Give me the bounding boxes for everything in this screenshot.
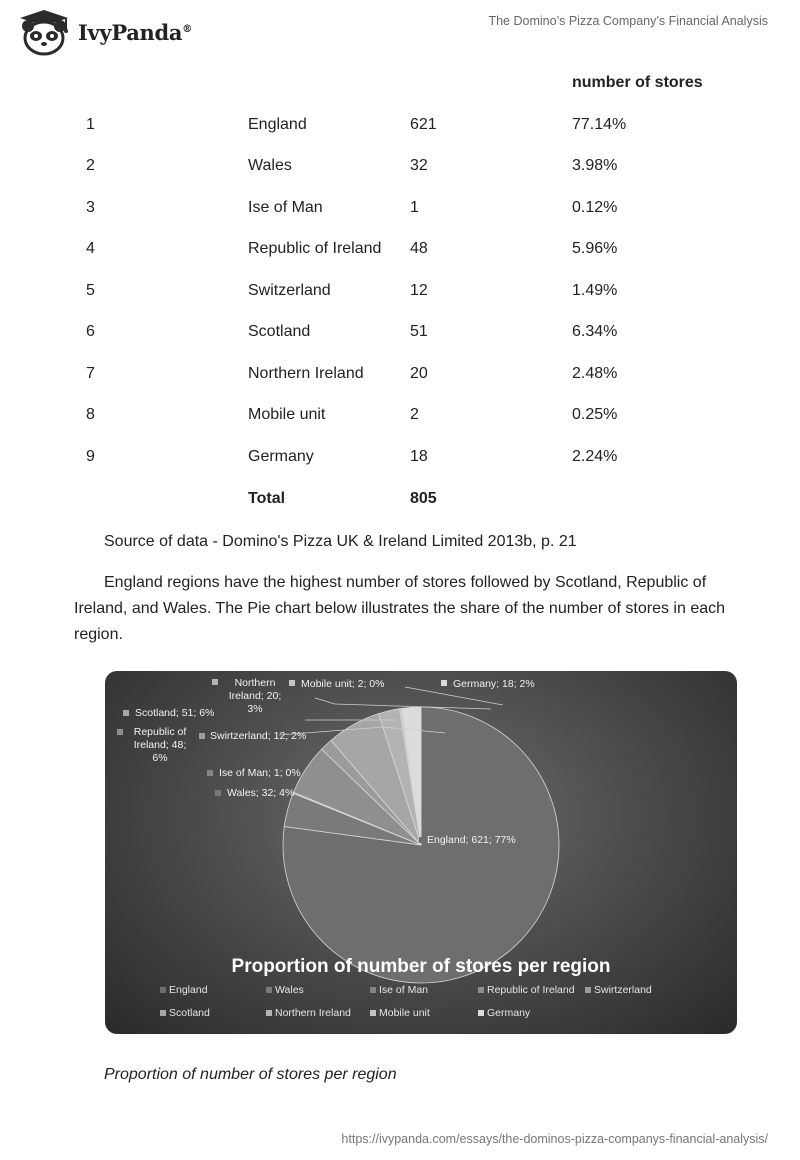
legend-item-england	[160, 984, 208, 996]
pie-data-label-ise-of-man	[207, 767, 301, 779]
row-region: Mobile unit	[248, 406, 326, 423]
table-row	[0, 406, 800, 430]
footer-url[interactable]: https://ivypanda.com/essays/the-dominos-pizza-companys-financial-analysis/	[341, 1132, 768, 1146]
svg-text:Germany: Germany	[487, 1007, 531, 1019]
svg-text:NorthernIreland; 20;3%: Northern Ireland; 20; 3%	[228, 677, 282, 715]
row-percentage: 1.49%	[572, 282, 618, 299]
legend-item-swirtzerland	[585, 984, 652, 996]
row-region: England	[248, 116, 307, 133]
row-store-count: 51	[410, 323, 428, 340]
document-title: The Domino’s Pizza Company’s Financial Analysis	[488, 14, 768, 28]
legend-item-mobile-unit	[370, 1007, 430, 1019]
legend-item-wales	[266, 984, 304, 996]
svg-text:Mobile unit; 2; 0%: Mobile unit; 2; 0%	[301, 678, 385, 690]
row-number: 1	[86, 116, 95, 133]
row-percentage: 0.25%	[572, 406, 618, 423]
page-header	[0, 0, 800, 62]
table-row	[0, 282, 800, 306]
row-number: 7	[86, 365, 95, 382]
row-percentage: 77.14%	[572, 116, 627, 133]
table-row	[0, 323, 800, 347]
registered-mark: ®	[182, 24, 192, 35]
pie-data-label-scotland	[123, 707, 214, 719]
table-column-header: number of stores	[572, 74, 703, 91]
row-percentage: 3.98%	[572, 157, 618, 174]
svg-text:Mobile unit: Mobile unit	[379, 1007, 430, 1019]
svg-text:Republic of Ireland: Republic of Ireland	[487, 984, 575, 996]
row-region: Ise of Man	[248, 199, 323, 216]
row-percentage: 2.24%	[572, 448, 618, 465]
row-number: 5	[86, 282, 95, 299]
pie-chart-panel	[105, 671, 737, 1034]
row-store-count: 12	[410, 282, 428, 299]
row-number: 9	[86, 448, 95, 465]
row-region: Germany	[248, 448, 314, 465]
svg-text:Swirtzerland; 12; 2%: Swirtzerland; 12; 2%	[210, 730, 307, 742]
svg-text:Wales; 32; 4%: Wales; 32; 4%	[227, 787, 295, 799]
row-region: Switzerland	[248, 282, 331, 299]
row-percentage: 2.48%	[572, 365, 618, 382]
row-store-count: 20	[410, 365, 428, 382]
row-region: Scotland	[248, 323, 311, 340]
row-store-count: 621	[410, 116, 437, 133]
pie-chart	[105, 671, 737, 1034]
legend-item-germany	[478, 1007, 531, 1019]
source-note: Source of data - Domino's Pizza UK & Ireland Limited 2013b, p. 21	[104, 533, 577, 550]
panda-icon	[20, 10, 68, 54]
total-value: 805	[410, 490, 437, 507]
svg-text:Ise of Man; 1; 0%: Ise of Man; 1; 0%	[219, 767, 301, 779]
figure-caption: Proportion of number of stores per region	[104, 1066, 397, 1083]
row-region: Wales	[248, 157, 292, 174]
pie-data-label-mobile-unit	[289, 678, 384, 690]
table-row	[0, 157, 800, 181]
table-row	[0, 448, 800, 472]
svg-text:Ise of Man: Ise of Man	[379, 984, 429, 996]
row-store-count: 2	[410, 406, 419, 423]
brand-name[interactable]	[78, 20, 192, 45]
svg-text:Republic ofIreland; 48;6%: Republic of Ireland; 48; 6%	[133, 726, 187, 764]
svg-text:England: England	[169, 984, 208, 996]
row-store-count: 48	[410, 240, 428, 257]
row-number: 8	[86, 406, 95, 423]
svg-text:Scotland: Scotland	[169, 1007, 210, 1019]
legend-item-scotland	[160, 1007, 210, 1019]
svg-text:Swirtzerland: Swirtzerland	[594, 984, 652, 996]
row-store-count: 1	[410, 199, 419, 216]
row-number: 4	[86, 240, 95, 257]
svg-text:Germany; 18; 2%: Germany; 18; 2%	[453, 678, 535, 690]
leader-line	[315, 698, 491, 709]
row-number: 3	[86, 199, 95, 216]
pie-data-label-wales	[215, 787, 294, 799]
body-paragraph: England regions have the highest number of stores followed by Scotland, Republic of Ireland, and Wales. The Pie chart below illustrates the share of the number of stores in each region.	[74, 574, 726, 643]
brand-text: IvyPanda	[78, 20, 183, 45]
svg-text:Northern Ireland: Northern Ireland	[275, 1007, 351, 1019]
row-region: Republic of Ireland	[248, 240, 382, 257]
pie-data-label-england	[419, 834, 516, 846]
row-percentage: 0.12%	[572, 199, 618, 216]
row-store-count: 18	[410, 448, 428, 465]
table-row	[0, 199, 800, 223]
pie-data-label-swirtzerland	[199, 730, 306, 742]
row-region: Northern Ireland	[248, 365, 364, 382]
row-number: 6	[86, 323, 95, 340]
row-store-count: 32	[410, 157, 428, 174]
legend-item-northern-ireland	[266, 1007, 351, 1019]
total-label: Total	[248, 490, 286, 507]
row-number: 2	[86, 157, 95, 174]
svg-text:Scotland; 51; 6%: Scotland; 51; 6%	[135, 707, 215, 719]
table-row	[0, 365, 800, 389]
chart-title: Proportion of number of stores per region	[231, 956, 611, 977]
pie-data-label-germany	[441, 678, 535, 690]
svg-text:England; 621; 77%: England; 621; 77%	[427, 834, 516, 846]
row-percentage: 5.96%	[572, 240, 618, 257]
row-percentage: 6.34%	[572, 323, 618, 340]
legend-item-republic-of-ireland	[478, 984, 575, 996]
table-row	[0, 116, 800, 140]
svg-text:Wales: Wales	[275, 984, 304, 996]
table-total-row	[0, 490, 800, 514]
table-row	[0, 240, 800, 264]
pie-data-label-northern-ireland	[212, 677, 281, 715]
legend-item-ise-of-man	[370, 984, 428, 996]
pie-data-label-republic-of-ireland	[117, 726, 186, 764]
